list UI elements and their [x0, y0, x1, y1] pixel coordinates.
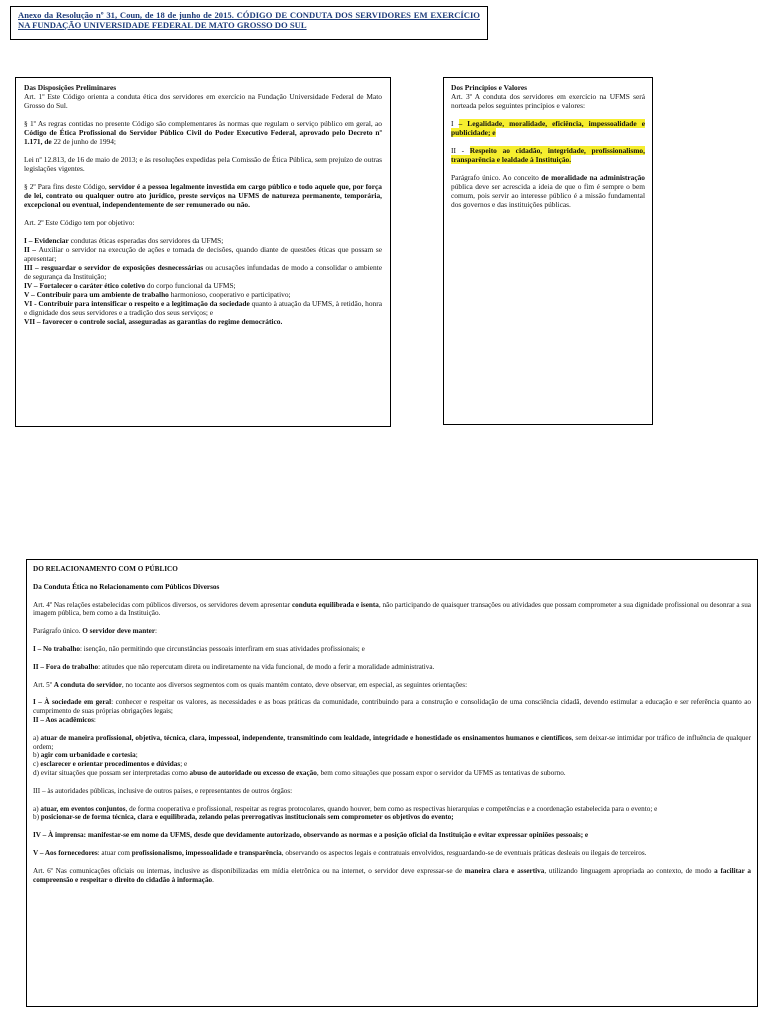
article-6: Art. 6º Nas comunicações oficiais ou internas, inclusive as disponibilizadas em mídia eletrônica ou na internet, o servidor deve expressar-se de maneira clara e assertiva, utilizando linguagem apropriada ao contexto, de modo a facilitar a compreensão e respeitar o direito do cidadão à informação. — [33, 866, 752, 884]
list-item: II – Fora do trabalho: atitudes que não repercutam direta ou indiretamente na vida funcional, de modo a ferir a moralidade administrativa. — [33, 662, 435, 671]
paragraph-1: § 1º As regras contidas no presente Código são complementares às normas que regulam o serviço público em geral, ao Código de Ética Profissional do Servidor Público Civil do Poder Executivo Federal, aprovado pelo Decreto nº 1.171, de 22 de junho de 1994; — [24, 119, 382, 146]
document-header — [10, 6, 488, 40]
objective-item: II – Auxiliar o servidor na execução de ações e tomada de decisões, quando diante de questões éticas que possam se apresentar; — [24, 245, 382, 263]
objective-item: IV – Fortalecer o caráter ético coletivo do corpo funcional da UFMS; — [24, 281, 236, 290]
objective-item: V – Contribuir para um ambiente de trabalho harmonioso, cooperativo e participativo; — [24, 290, 291, 299]
list-item: a) atuar de maneira profissional, objetiva, técnica, clara, impessoal, independente, transmitindo com lealdade, integridade e honestidade os ensinamentos humanos e científicos, sem deixar-se intimidar por tráfico de influência de qualquer ordem; — [33, 733, 751, 751]
article-2: Art. 2º Este Código tem por objetivo: — [24, 218, 135, 227]
list-item: V – Aos fornecedores: atuar com profissionalismo, impessoalidade e transparência, observando os aspectos legais e contratuais envolvidos, resguardando-se de eventuais práticas desleais ou ilegais de terceiros. — [33, 848, 647, 857]
principle-item: I – Legalidade, moralidade, eficiência, impessoalidade e publicidade; e — [451, 119, 645, 137]
list-item: c) esclarecer e orientar procedimentos e dúvidas; e — [33, 760, 188, 769]
section-subheading: Da Conduta Ética no Relacionamento com Públicos Diversos — [33, 582, 220, 591]
article-5: Art. 5º A conduta do servidor, no tocante aos diversos segmentos com os quais mantém contato, deve observar, em especial, as seguintes orientações: — [33, 680, 468, 689]
objective-item: VI - Contribuir para intensificar o respeito e a legitimação da sociedade quanto à atuação da UFMS, à retidão, honra e dignidade dos seus servidores e a tradição dos seus serviços; e — [24, 299, 382, 317]
preliminary-provisions-section — [15, 77, 391, 427]
sole-paragraph: Parágrafo único. Ao conceito de moralidade na administração pública deve ser acrescida a ideia de que o fim é sempre o bem comum, pois servir ao interesse público é a missão fundamental dos governos e das instituições públicas. — [451, 173, 645, 209]
section-heading: Das Disposições Preliminares — [24, 83, 117, 92]
principles-values-section — [443, 77, 653, 425]
objective-item: VII – favorecer o controle social, asseguradas as garantias do regime democrático. — [24, 317, 283, 326]
public-relations-section — [26, 559, 758, 1007]
section-heading: DO RELACIONAMENTO COM O PÚBLICO — [33, 565, 178, 573]
objective-item: I – Evidenciar condutas éticas esperadas dos servidores da UFMS; — [24, 236, 224, 245]
law-reference: Lei nº 12.813, de 16 de maio de 2013; e às resoluções expedidas pela Comissão de Ética Pública, sem prejuízo de outras legislações vigentes. — [24, 155, 382, 173]
list-item: b) agir com urbanidade e cortesia; — [33, 751, 138, 760]
sole-paragraph: Parágrafo único. O servidor deve manter: — [33, 627, 158, 636]
list-item: I – À sociedade em geral: conhecer e respeitar os valores, as necessidades e as boas práticas da comunidade, contribuindo para a construção e consolidação de uma consciência cidadã, devendo estimular a educação e ser referência quanto ao cumprimento de suas próprias obrigações legais; — [33, 698, 751, 716]
list-item: b) posicionar-se de forma técnica, clara e equilibrada, zelando pelas prerrogativas institucionais sem comprometer os objetivos do evento; — [33, 813, 454, 822]
document-title: Anexo da Resolução nº 31, Coun, de 18 de junho de 2015. CÓDIGO DE CONDUTA DOS SERVIDORES EM EXERCÍCIO NA FUNDAÇÃO UNIVERSIDADE FEDERAL DE MATO GROSSO DO SUL — [18, 10, 480, 30]
list-item: IV – À imprensa: manifestar-se em nome da UFMS, desde que devidamente autorizado, observando as normas e a posição oficial da Instituição e evitar expressar opiniões pessoais; e — [33, 831, 589, 840]
article-4: Art. 4º Nas relações estabelecidas com públicos diversos, os servidores devem apresentar conduta equilibrada e isenta, não participando de quaisquer transações ou atividades que possam comprometer a sua dignidade profissional ou desonrar a sua imagem pública, bem como a da Instituição. — [33, 600, 751, 618]
list-item: d) evitar situações que possam ser interpretadas como abuso de autoridade ou excesso de exação, bem como situações que possam expor o servidor da UFMS as tentativas de suborno. — [33, 768, 566, 777]
article-3: Art. 3º A conduta dos servidores em exercício na UFMS será norteada pelos seguintes princípios e valores: — [451, 92, 645, 110]
list-item: II – Aos acadêmicos: — [33, 715, 96, 724]
section-heading: Dos Princípios e Valores — [451, 83, 528, 92]
principle-item: II - Respeito ao cidadão, integridade, profissionalismo, transparência e lealdade à Instituição. — [451, 146, 645, 164]
objective-item: III – resguardar o servidor de exposições desnecessárias ou acusações infundadas de modo a consolidar o ambiente de segurança da Instituição; — [24, 263, 382, 281]
article-1: Art. 1º Este Código orienta a conduta ética dos servidores em exercício na Fundação Universidade Federal de Mato Grosso do Sul. — [24, 92, 382, 110]
list-item: III – às autoridades públicas, inclusive de outros países, e representantes de outros órgãos: — [33, 786, 293, 795]
list-item: a) atuar, em eventos conjuntos, de forma cooperativa e profissional, respeitar as regras protocolares, quando houver, bem como as respectivas hierarquias e competências e a coordenação estabelecida para o evento; e — [33, 804, 658, 813]
list-item: I – No trabalho: isenção, não permitindo que circunstâncias pessoais interfiram em suas atividades profissionais; e — [33, 644, 365, 653]
paragraph-2: § 2º Para fins deste Código, servidor é a pessoa legalmente investida em cargo público e todo aquele que, por força de lei, contrato ou qualquer outro ato jurídico, preste serviços na UFMS de natureza permanente, temporária, excepcional ou eventual, independentemente de ser remunerado ou não. — [24, 182, 382, 209]
